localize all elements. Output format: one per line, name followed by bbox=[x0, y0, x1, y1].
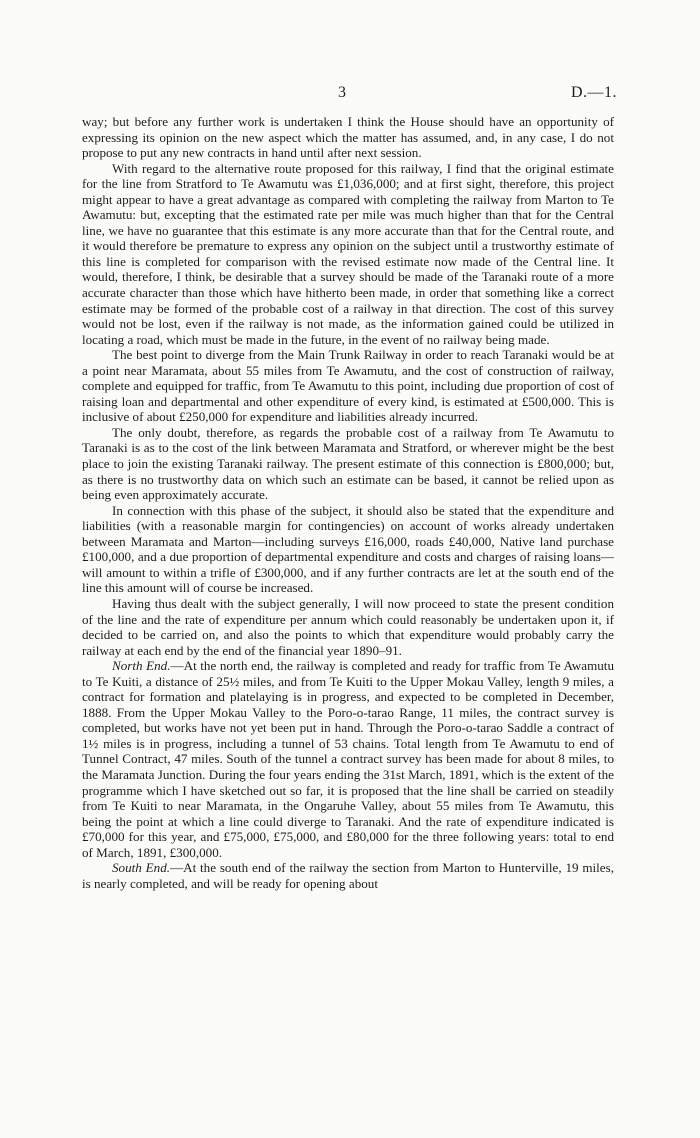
south-end-text: —At the south end of the railway the section from Marton to Hunterville, 19 miles, is nearly completed, and will be ready for opening about bbox=[82, 860, 614, 891]
body-text bbox=[82, 114, 614, 891]
document-code: D.—1. bbox=[571, 84, 618, 101]
paragraph-north-end bbox=[82, 658, 614, 860]
south-end-heading: South End. bbox=[112, 860, 171, 876]
paragraph-present-condition: Having thus dealt with the subject generally, I will now proceed to state the present condition of the line and the rate of expenditure per annum which could reasonably be undertaken upon it, if decided to be carried on, and also the points to which that expenditure would probably carry the railway at each end by the end of the financial year 1890–91. bbox=[82, 595, 614, 658]
paragraph-expenditure-liabilities: In connection with this phase of the subject, it should also be stated that the expenditure and liabilities (with a reasonable margin for contingencies) on account of works already undertaken between Maramata and Marton—including surveys £16,000, roads £40,000, Native land purchase £100,000, and a due proportion of departmental expenditure and costs and charges of raising loans—will amount to within a trifle of £300,000, and if any further contracts are let at the south end of the line this amount will of course be increased. bbox=[82, 502, 614, 596]
paragraph-south-end bbox=[82, 860, 614, 891]
paragraph-alternative-route: With regard to the alternative route proposed for this railway, I find that the original estimate for the line from Stratford to Te Awamutu was £1,036,000; and at first sight, therefore, this project might appear to have a great advantage as compared with completing the railway from Marton to Te Awamutu: but, excepting that the estimated rate per mile was much higher than that for the Central line, we have no guarantee that this estimate is any more accurate than that for the Central route, and it would therefore be premature to express any opinion on the subject until a trustworthy estimate of this line is completed for comparison with the revised estimate now made of the Central line. It would, therefore, I think, be desirable that a survey should be made of the Taranaki route of a more accurate character than those which have hitherto been made, in order that something like a correct estimate may be formed of the probable cost of a railway in that direction. The cost of this survey would not be lost, even if the railway is not made, as the information gained could be utilized in locating a road, which must be made in the future, in the event of no railway being made. bbox=[82, 160, 614, 347]
page-number: 3 bbox=[338, 84, 347, 101]
north-end-heading: North End. bbox=[112, 658, 171, 674]
paragraph-cost-doubt: The only doubt, therefore, as regards the probable cost of a railway from Te Awamutu to Taranaki is as to the cost of the link between Maramata and Stratford, or wherever might be the best place to join the existing Taranaki railway. The present estimate of this connection is £800,000; but, as there is no trustworthy data on which such an estimate can be based, it cannot be relied upon as being even approximately accurate. bbox=[82, 424, 614, 503]
north-end-text: —At the north end, the railway is completed and ready for traffic from Te Awamutu to Te Kuiti, a distance of 25½ miles, and from Te Kuiti to the Upper Mokau Valley, length 9 miles, a contract for formation and platelaying is in progress, and expected to be completed in December, 1888. From the Upper Mokau Valley to the Poro-o-tarao Range, 11 miles, the contract survey is completed, but works have not yet been put in hand. Through the Poro-o-tarao Saddle a contract of 1½ miles is in progress, including a tunnel of 53 chains. Total length from Te Awamutu to end of Tunnel Contract, 47 miles. South of the tunnel a contract survey has been made for about 8 miles, to the Maramata Junction. During the four years ending the 31st March, 1891, which is the extent of the programme which I have sketched out so far, it is proposed that the line shall be carried on steadily from Te Kuiti to near Maramata, in the Ongaruhe Valley, about 55 miles from Te Awamutu, this being the point at which a line could diverge to Taranaki. And the rate of expenditure indicated is £70,000 for this year, and £75,000, £75,000, and £80,000 for the three following years: total to end of March, 1891, £300,000. bbox=[82, 658, 614, 860]
paragraph-continuation: way; but before any further work is undertaken I think the House should have an opportunity of expressing its opinion on the new aspect which the matter has assumed, and, in any case, I do not propose to put any new contracts in hand until after next session. bbox=[82, 114, 614, 161]
paragraph-divergence-point: The best point to diverge from the Main Trunk Railway in order to reach Taranaki would be at a point near Maramata, about 55 miles from Te Awamutu, and the cost of construction of railway, complete and equipped for traffic, from Te Awamutu to this point, including due proportion of cost of raising loan and departmental and other expenditure of every kind, is estimated at £500,000. This is inclusive of about £250,000 for expenditure and liabilities already incurred. bbox=[82, 347, 614, 425]
